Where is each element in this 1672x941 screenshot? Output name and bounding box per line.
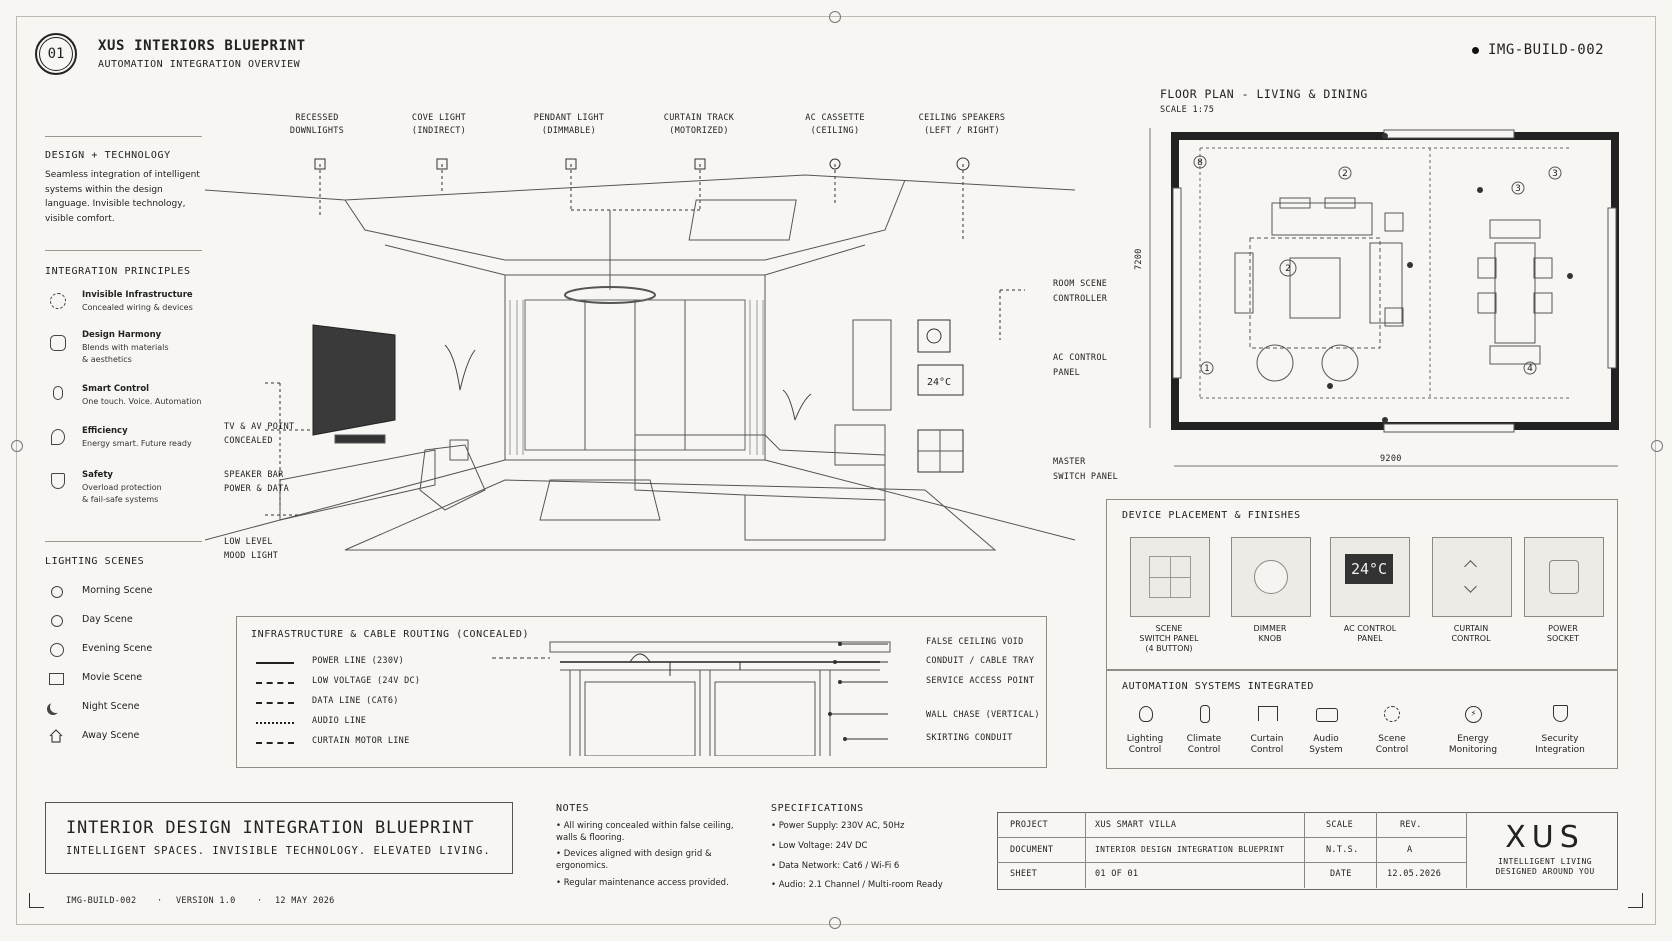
knob-icon xyxy=(1254,560,1288,594)
tb-scale-value: N.T.S. xyxy=(1326,845,1359,855)
divider xyxy=(997,862,1466,863)
callout-ac-control-panel: AC CONTROL PANEL xyxy=(1053,353,1108,378)
section-label: CONDUIT / CABLE TRAY xyxy=(926,656,1035,666)
shield-icon xyxy=(51,473,65,489)
spec-text: Data Network: Cat6 / Wi-Fi 6 xyxy=(778,861,900,871)
device-curtain-control xyxy=(1432,537,1512,617)
divider xyxy=(45,541,202,542)
callout-pendant-light: PENDANT LIGHT (DIMMABLE) xyxy=(533,113,605,136)
clock-icon xyxy=(50,643,64,657)
principle-desc: Concealed wiring & devices xyxy=(82,303,193,312)
principles-title: INTEGRATION PRINCIPLES xyxy=(45,266,191,277)
crop-mark-right xyxy=(1651,440,1663,452)
divider xyxy=(1304,812,1305,888)
legend-item xyxy=(236,716,486,732)
brand-logo: XUS xyxy=(1505,820,1585,855)
callout-speaker-bar: SPEAKER BAR POWER & DATA xyxy=(224,470,290,494)
principle-item xyxy=(45,330,215,370)
tb-sheet-value: 01 OF 01 xyxy=(1095,869,1139,879)
note-text: All wiring concealed within false ceiling, walls & flooring. xyxy=(556,821,734,843)
footer-meta-version: VERSION 1.0 xyxy=(176,896,236,906)
spec-item: • Data Network: Cat6 / Wi-Fi 6 xyxy=(771,861,900,871)
divider xyxy=(1466,812,1467,888)
note-item: • Regular maintenance access provided. xyxy=(556,878,729,888)
note-text: Regular maintenance access provided. xyxy=(563,878,729,888)
device-label: CURTAIN CONTROL xyxy=(1451,624,1491,643)
scene-gear-icon xyxy=(1384,706,1400,722)
tb-rev-value: A xyxy=(1407,845,1413,855)
footer-meta-dot: · xyxy=(157,896,163,906)
tb-rev-label: REV. xyxy=(1400,820,1422,830)
microphone-icon xyxy=(53,386,63,400)
divider xyxy=(1085,812,1086,888)
principle-title: Invisible Infrastructure xyxy=(82,290,193,300)
bolt-icon: ⚡ xyxy=(1465,706,1482,723)
footer-meta-date: 12 MAY 2026 xyxy=(275,896,335,906)
gear-icon xyxy=(50,293,66,309)
curtain-icon xyxy=(1258,706,1278,721)
legend-item xyxy=(236,676,486,692)
scene-item[interactable] xyxy=(45,729,195,747)
tb-date-value: 12.05.2026 xyxy=(1387,869,1442,879)
bulb-icon xyxy=(1139,706,1153,722)
note-item: • Devices aligned with design grid & ergonomics. xyxy=(556,849,712,871)
automation-label: Lighting Control xyxy=(1126,734,1164,755)
status-dot-icon xyxy=(1472,47,1479,54)
footer-title: INTERIOR DESIGN INTEGRATION BLUEPRINT xyxy=(66,818,475,838)
scene-item[interactable] xyxy=(45,671,195,689)
socket-icon xyxy=(1549,560,1579,594)
chevron-up-icon xyxy=(1464,560,1477,573)
thermometer-icon xyxy=(1200,705,1210,723)
crop-mark-bottom xyxy=(829,917,841,929)
scene-label: Night Scene xyxy=(82,701,140,712)
callout-mood-light: LOW LEVEL MOOD LIGHT xyxy=(224,537,279,561)
automation-label: Security Integration xyxy=(1535,734,1585,755)
principle-item xyxy=(45,470,215,510)
automation-label: Energy Monitoring xyxy=(1448,734,1498,755)
scene-item[interactable] xyxy=(45,613,195,631)
section-label: FALSE CEILING VOID xyxy=(926,637,1024,647)
legend-label: LOW VOLTAGE (24V DC) xyxy=(312,676,421,686)
design-title: DESIGN + TECHNOLOGY xyxy=(45,150,171,161)
legend-item xyxy=(236,696,486,712)
device-label: SCENE SWITCH PANEL (4 BUTTON) xyxy=(1139,624,1199,653)
principle-item xyxy=(45,426,215,456)
plan-marker: 2 xyxy=(1285,264,1291,274)
moon-icon xyxy=(50,701,62,713)
cable-section-drawing xyxy=(490,636,910,756)
crop-mark-top xyxy=(829,11,841,23)
home-icon xyxy=(49,729,63,743)
legend-line-dashed xyxy=(256,742,294,744)
spec-item: • Low Voltage: 24V DC xyxy=(771,841,868,851)
footer-tagline: INTELLIGENT SPACES. INVISIBLE TECHNOLOGY. ELEVATED LIVING. xyxy=(66,845,491,857)
footer-title-box xyxy=(45,802,513,874)
tb-document-value: INTERIOR DESIGN INTEGRATION BLUEPRINT xyxy=(1095,845,1285,854)
principle-desc: Blends with materials & aesthetics xyxy=(82,343,169,364)
callout-recessed-downlights: RECESSED DOWNLIGHTS xyxy=(289,113,345,136)
sun-icon xyxy=(51,615,63,627)
principle-desc: Energy smart. Future ready xyxy=(82,439,192,448)
specs-title: SPECIFICATIONS xyxy=(771,803,864,814)
principle-desc: One touch. Voice. Automation xyxy=(82,397,202,406)
legend-line-dashed xyxy=(256,682,294,684)
floor-plan-scale: SCALE 1:75 xyxy=(1160,105,1215,115)
principle-title: Smart Control xyxy=(82,384,150,394)
automation-label: Audio System xyxy=(1309,734,1343,755)
plan-marker: 3 xyxy=(1552,169,1558,179)
tb-sheet-label: SHEET xyxy=(1010,869,1038,879)
devices-title: DEVICE PLACEMENT & FINISHES xyxy=(1122,510,1301,521)
speaker-icon xyxy=(1316,708,1338,722)
callout-room-scene-controller: ROOM SCENE CONTROLLER xyxy=(1053,279,1108,304)
divider xyxy=(1376,812,1377,888)
switch-grid-icon xyxy=(1149,556,1191,598)
device-scene-switch xyxy=(1130,537,1210,617)
ac-display: 24°C xyxy=(1345,554,1393,584)
room-ac-display: 24°C xyxy=(927,377,952,388)
crop-mark-left xyxy=(11,440,23,452)
infrastructure-title: INFRASTRUCTURE & CABLE ROUTING (CONCEALED) xyxy=(251,629,530,640)
note-item: • All wiring concealed within false ceiling, walls & flooring. xyxy=(556,821,734,843)
principle-title: Safety xyxy=(82,470,113,480)
scene-label: Morning Scene xyxy=(82,585,153,596)
floor-plan-title: FLOOR PLAN - LIVING & DINING xyxy=(1160,87,1368,101)
scenes-title: LIGHTING SCENES xyxy=(45,556,145,567)
callout-ceiling-speakers: CEILING SPEAKERS (LEFT / RIGHT) xyxy=(918,113,1006,136)
device-ac-panel xyxy=(1330,537,1410,617)
footer-meta-id: IMG-BUILD-002 xyxy=(66,896,137,906)
section-label: SKIRTING CONDUIT xyxy=(926,733,1013,743)
plan-marker: 3 xyxy=(1515,184,1521,194)
principle-item xyxy=(45,290,215,320)
principle-desc: Overload protection & fail-safe systems xyxy=(82,483,162,504)
section-label: SERVICE ACCESS POINT xyxy=(926,676,1035,686)
section-label: WALL CHASE (VERTICAL) xyxy=(926,710,1040,720)
legend-line-dashed xyxy=(256,702,294,704)
legend-item xyxy=(236,736,486,752)
scene-item[interactable] xyxy=(45,700,195,718)
device-label: POWER SOCKET xyxy=(1546,624,1580,643)
plan-marker: 4 xyxy=(1527,364,1533,374)
brand-tagline: INTELLIGENT LIVING DESIGNED AROUND YOU xyxy=(1495,857,1595,876)
chevron-down-icon xyxy=(1464,580,1477,593)
flower-icon xyxy=(50,335,66,351)
spec-text: Audio: 2.1 Channel / Multi-room Ready xyxy=(778,880,943,890)
tb-project-value: XUS SMART VILLA xyxy=(1095,820,1177,830)
legend-line-solid xyxy=(256,662,294,664)
principle-title: Efficiency xyxy=(82,426,128,436)
scene-label: Day Scene xyxy=(82,614,133,625)
callout-tv-av-point: TV & AV POINT CONCEALED xyxy=(224,422,295,446)
notes-title: NOTES xyxy=(556,803,590,814)
device-label: DIMMER KNOB xyxy=(1253,624,1287,643)
device-dimmer-knob xyxy=(1231,537,1311,617)
security-shield-icon xyxy=(1553,705,1568,722)
plan-marker: 8 xyxy=(1197,158,1203,168)
footer-meta-dot: · xyxy=(257,896,263,906)
tb-document-label: DOCUMENT xyxy=(1010,845,1054,855)
legend-label: CURTAIN MOTOR LINE xyxy=(312,736,410,746)
callout-cove-light: COVE LIGHT (INDIRECT) xyxy=(411,113,467,136)
tb-project-label: PROJECT xyxy=(1010,820,1048,830)
floor-plan-drawing xyxy=(1140,128,1630,468)
design-text: Seamless integration of intelligent systems within the design language. Invisible technology, visible comfort. xyxy=(45,170,200,224)
scene-label: Away Scene xyxy=(82,730,140,741)
scene-label: Evening Scene xyxy=(82,643,153,654)
living-room-perspective xyxy=(205,150,1085,590)
leaf-icon xyxy=(51,429,65,445)
spec-text: Power Supply: 230V AC, 50Hz xyxy=(778,821,905,831)
floor-plan-dim-height: 7200 xyxy=(1134,248,1144,270)
automation-label: Climate Control xyxy=(1186,734,1222,755)
scene-item[interactable] xyxy=(45,584,195,602)
spec-item: • Power Supply: 230V AC, 50Hz xyxy=(771,821,905,831)
callout-master-switch-panel: MASTER SWITCH PANEL xyxy=(1053,457,1119,482)
floor-plan-dim-width: 9200 xyxy=(1380,454,1402,464)
legend-line-dotted xyxy=(256,722,294,724)
legend-item xyxy=(236,656,486,672)
callout-ac-cassette: AC CASSETTE (CEILING) xyxy=(805,113,865,136)
legend-label: AUDIO LINE xyxy=(312,716,367,726)
principle-title: Design Harmony xyxy=(82,330,162,340)
device-power-socket xyxy=(1524,537,1604,617)
scene-item[interactable] xyxy=(45,642,195,660)
automation-label: Curtain Control xyxy=(1250,734,1284,755)
sheet-number: 01 xyxy=(39,37,73,71)
plan-marker: 2 xyxy=(1342,169,1348,179)
corner-mark-br xyxy=(1628,893,1643,908)
header-subtitle: AUTOMATION INTEGRATION OVERVIEW xyxy=(98,59,301,70)
note-text: Devices aligned with design grid & ergonomics. xyxy=(556,849,712,871)
spec-item: • Audio: 2.1 Channel / Multi-room Ready xyxy=(771,880,943,890)
device-label: AC CONTROL PANEL xyxy=(1343,624,1397,643)
plan-marker: 1 xyxy=(1204,364,1210,374)
corner-mark-bl xyxy=(29,893,44,908)
tb-date-label: DATE xyxy=(1330,869,1352,879)
sheet-number-badge xyxy=(35,33,77,75)
legend-label: POWER LINE (230V) xyxy=(312,656,405,666)
film-icon xyxy=(49,673,64,685)
divider xyxy=(45,250,202,251)
callout-curtain-track: CURTAIN TRACK (MOTORIZED) xyxy=(663,113,735,136)
spec-text: Low Voltage: 24V DC xyxy=(778,841,868,851)
header-image-id: IMG-BUILD-002 xyxy=(1488,42,1605,58)
divider xyxy=(45,136,202,137)
scene-label: Movie Scene xyxy=(82,672,143,683)
header-title: XUS INTERIORS BLUEPRINT xyxy=(98,38,306,54)
sunrise-icon xyxy=(51,586,63,598)
legend-label: DATA LINE (CAT6) xyxy=(312,696,399,706)
divider xyxy=(997,837,1466,838)
tb-scale-label: SCALE xyxy=(1326,820,1354,830)
automation-label: Scene Control xyxy=(1375,734,1409,755)
automation-title: AUTOMATION SYSTEMS INTEGRATED xyxy=(1122,681,1314,692)
principle-item xyxy=(45,384,215,414)
